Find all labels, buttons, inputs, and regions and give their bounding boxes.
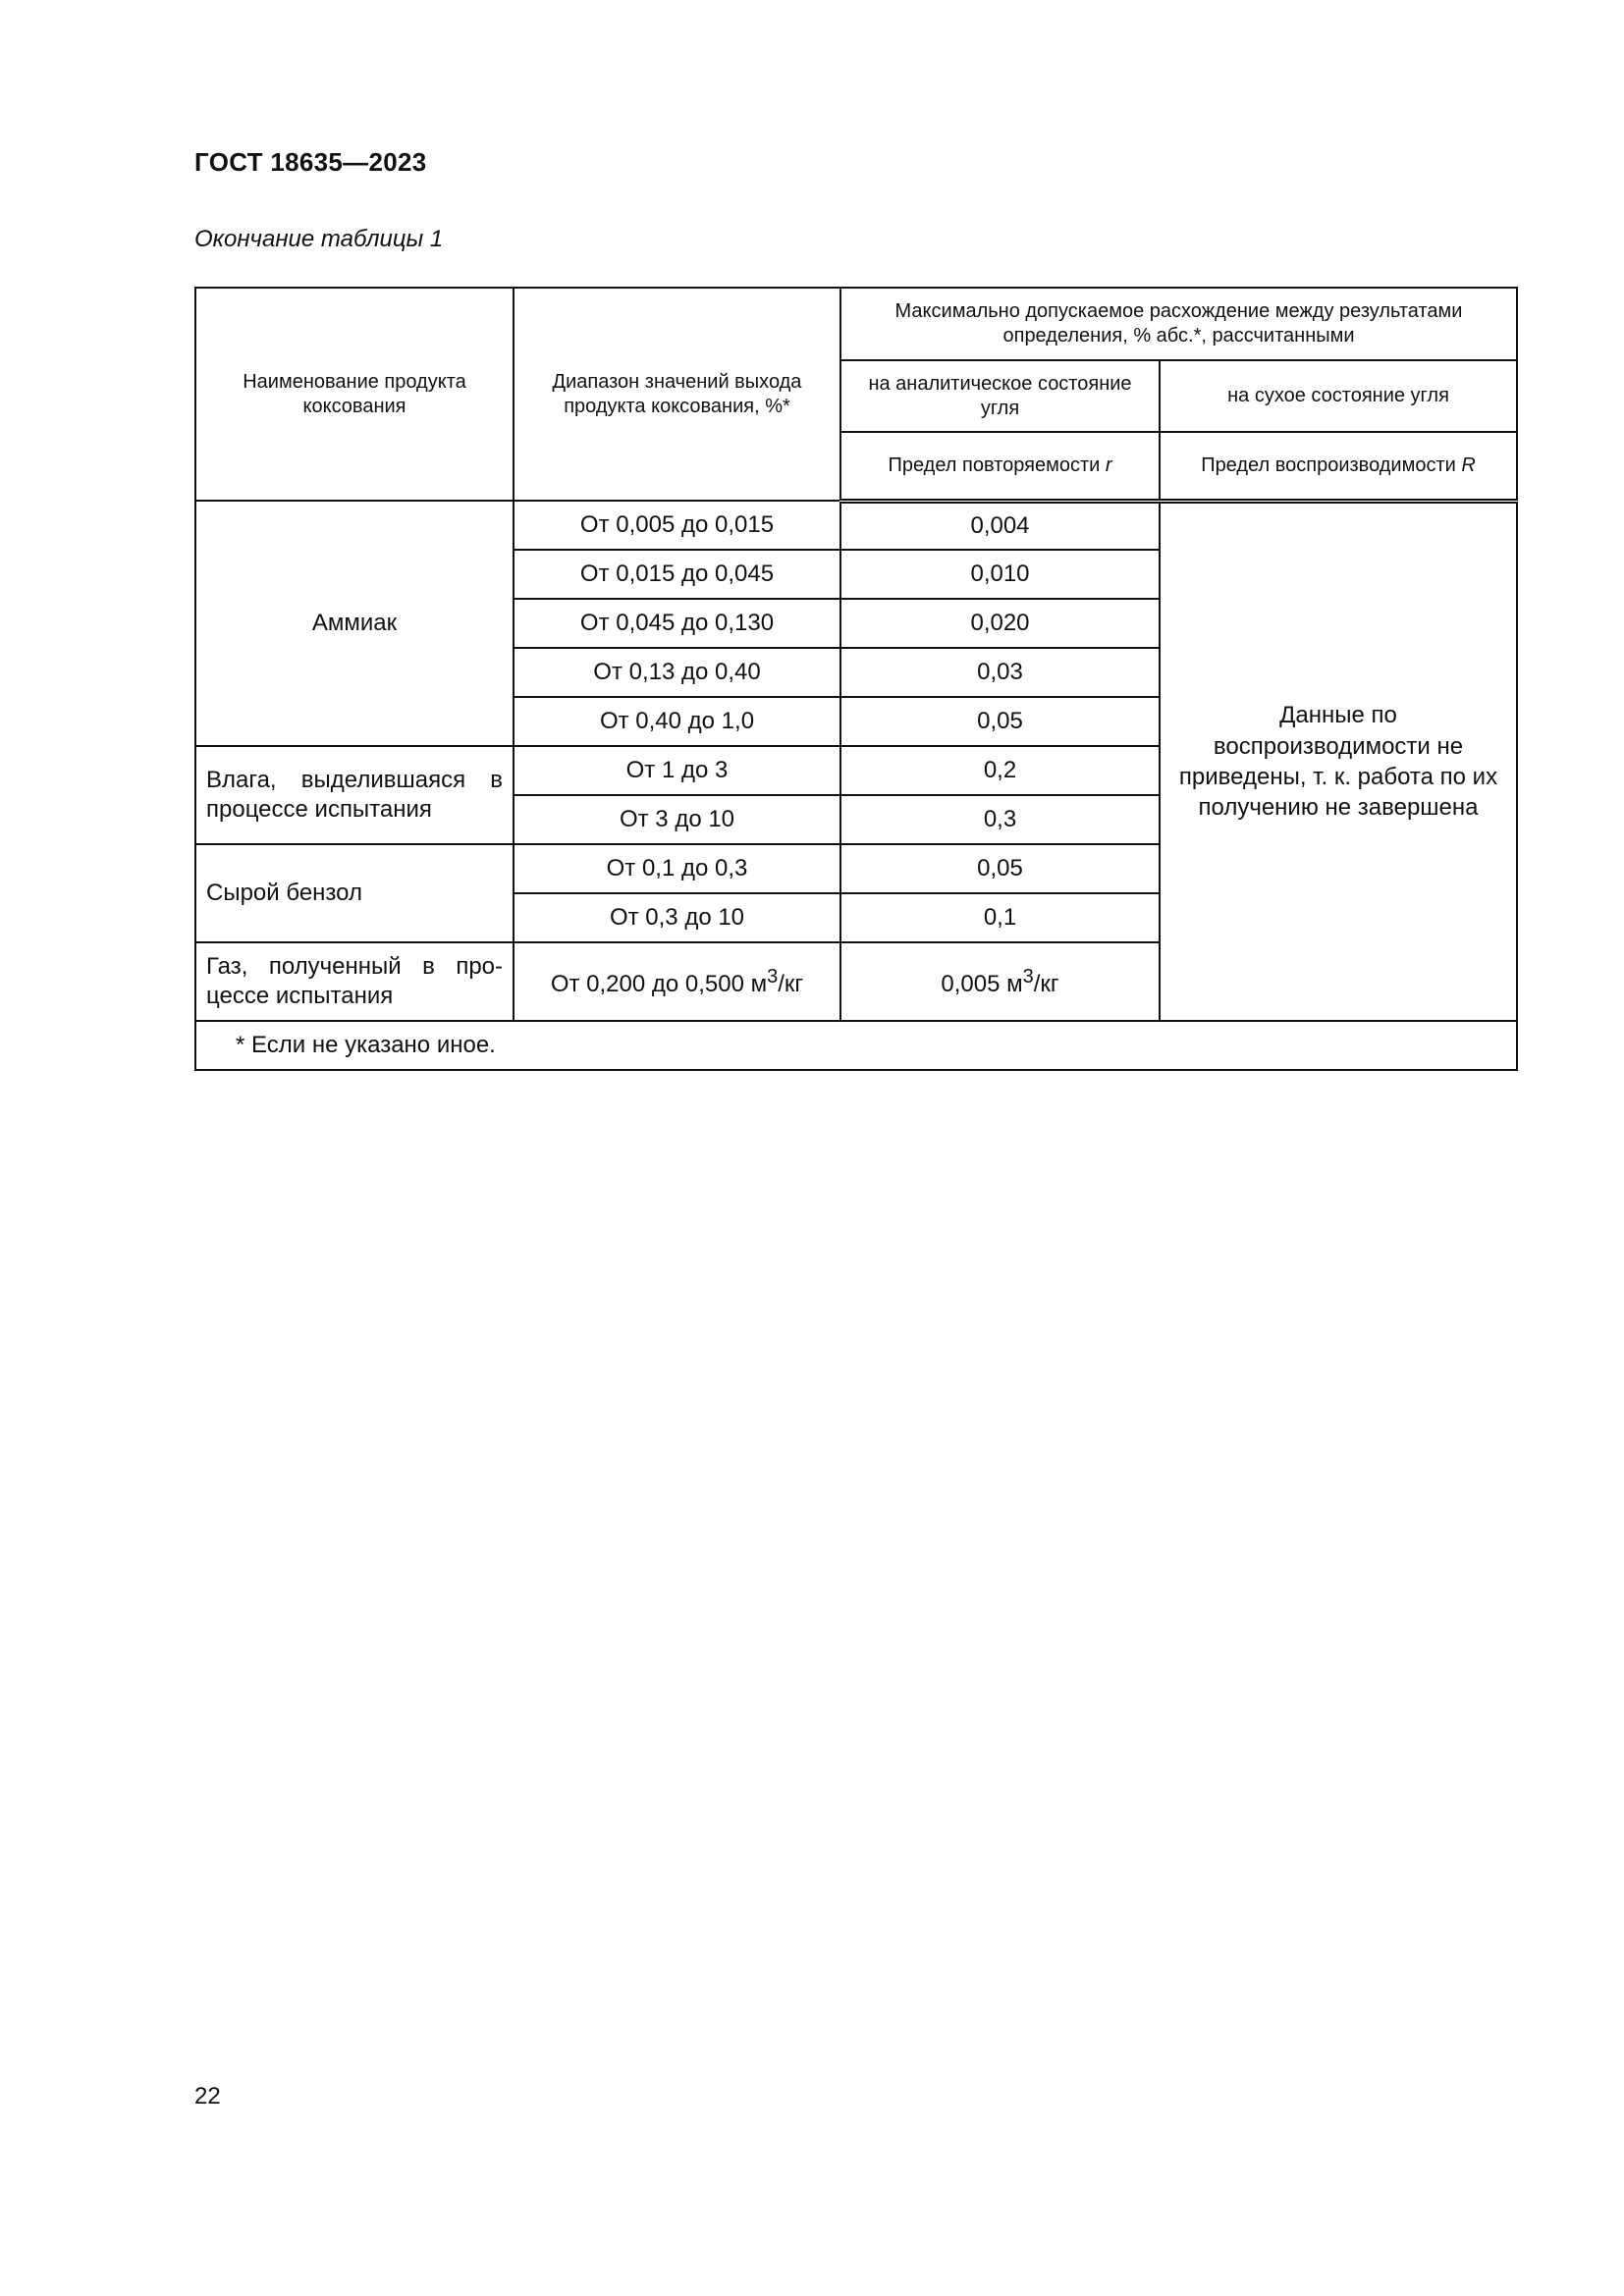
product-name-cell: Аммиак (195, 501, 514, 746)
range-cell: От 0,1 до 0,3 (514, 844, 840, 893)
repeatability-cell: 0,1 (840, 893, 1160, 942)
product-name-cell: Влага, выделившаяся в процессе испытания (195, 746, 514, 844)
header-max-discrepancy: Максимально допускаемое расхождение между результатами определения, % абс.*, рассчитанными (840, 288, 1517, 360)
repeatability-cell: 0,05 (840, 844, 1160, 893)
header-repeatability (840, 432, 1160, 501)
header-dry-state: на сухое состояние угля (1160, 360, 1517, 432)
repeatability-cell: 0,004 (840, 501, 1160, 550)
reproducibility-label: Предел воспроизводимости (1201, 454, 1462, 476)
range-cell (514, 942, 840, 1021)
repeatability-unit: /кг (1033, 970, 1059, 997)
range-cell: От 3 до 10 (514, 795, 840, 844)
repeatability-cell: 0,03 (840, 648, 1160, 697)
header-range: Диапазон значений выхода продукта коксования, %* (514, 288, 840, 501)
repeatability-value: 0,005 м (941, 970, 1023, 997)
range-cell: От 0,3 до 10 (514, 893, 840, 942)
header-reproducibility (1160, 432, 1517, 501)
document-header: ГОСТ 18635—2023 (194, 147, 427, 177)
header-analytical-state: на аналитическое состояние угля (840, 360, 1160, 432)
repeatability-symbol: r (1105, 454, 1112, 476)
page-number: 22 (194, 2083, 221, 2109)
unit-exponent: 3 (1022, 965, 1034, 988)
product-name-cell: Газ, полученный в про-цессе испытания (195, 942, 514, 1021)
range-cell: От 0,13 до 0,40 (514, 648, 840, 697)
range-cell: От 0,005 до 0,015 (514, 501, 840, 550)
range-cell: От 0,045 до 0,130 (514, 599, 840, 648)
footnote: * Если не указано иное. (195, 1021, 1517, 1070)
table-header (195, 288, 1517, 501)
repeatability-cell: 0,010 (840, 550, 1160, 599)
reproducibility-note: Данные по воспроизводимости не приведены, т. к. работа по их получению не завершена (1160, 501, 1517, 1021)
repeatability-cell: 0,020 (840, 599, 1160, 648)
product-name-cell: Сырой бензол (195, 844, 514, 942)
repeatability-cell: 0,3 (840, 795, 1160, 844)
repeatability-cell (840, 942, 1160, 1021)
table-body (195, 501, 1517, 1070)
reproducibility-symbol: R (1461, 454, 1476, 476)
range-cell: От 0,015 до 0,045 (514, 550, 840, 599)
range-unit: /кг (778, 970, 804, 997)
footnote-row (195, 1021, 1517, 1070)
repeatability-cell: 0,05 (840, 697, 1160, 746)
table-row (195, 501, 1517, 550)
range-value: От 0,200 до 0,500 м (550, 970, 768, 997)
unit-exponent: 3 (767, 965, 779, 988)
header-product-name: Наименование продукта коксования (195, 288, 514, 501)
precision-table (194, 287, 1518, 1071)
repeatability-label: Предел повторяемости (888, 454, 1106, 476)
range-cell: От 1 до 3 (514, 746, 840, 795)
range-cell: От 0,40 до 1,0 (514, 697, 840, 746)
table-caption: Окончание таблицы 1 (194, 226, 444, 252)
repeatability-cell: 0,2 (840, 746, 1160, 795)
